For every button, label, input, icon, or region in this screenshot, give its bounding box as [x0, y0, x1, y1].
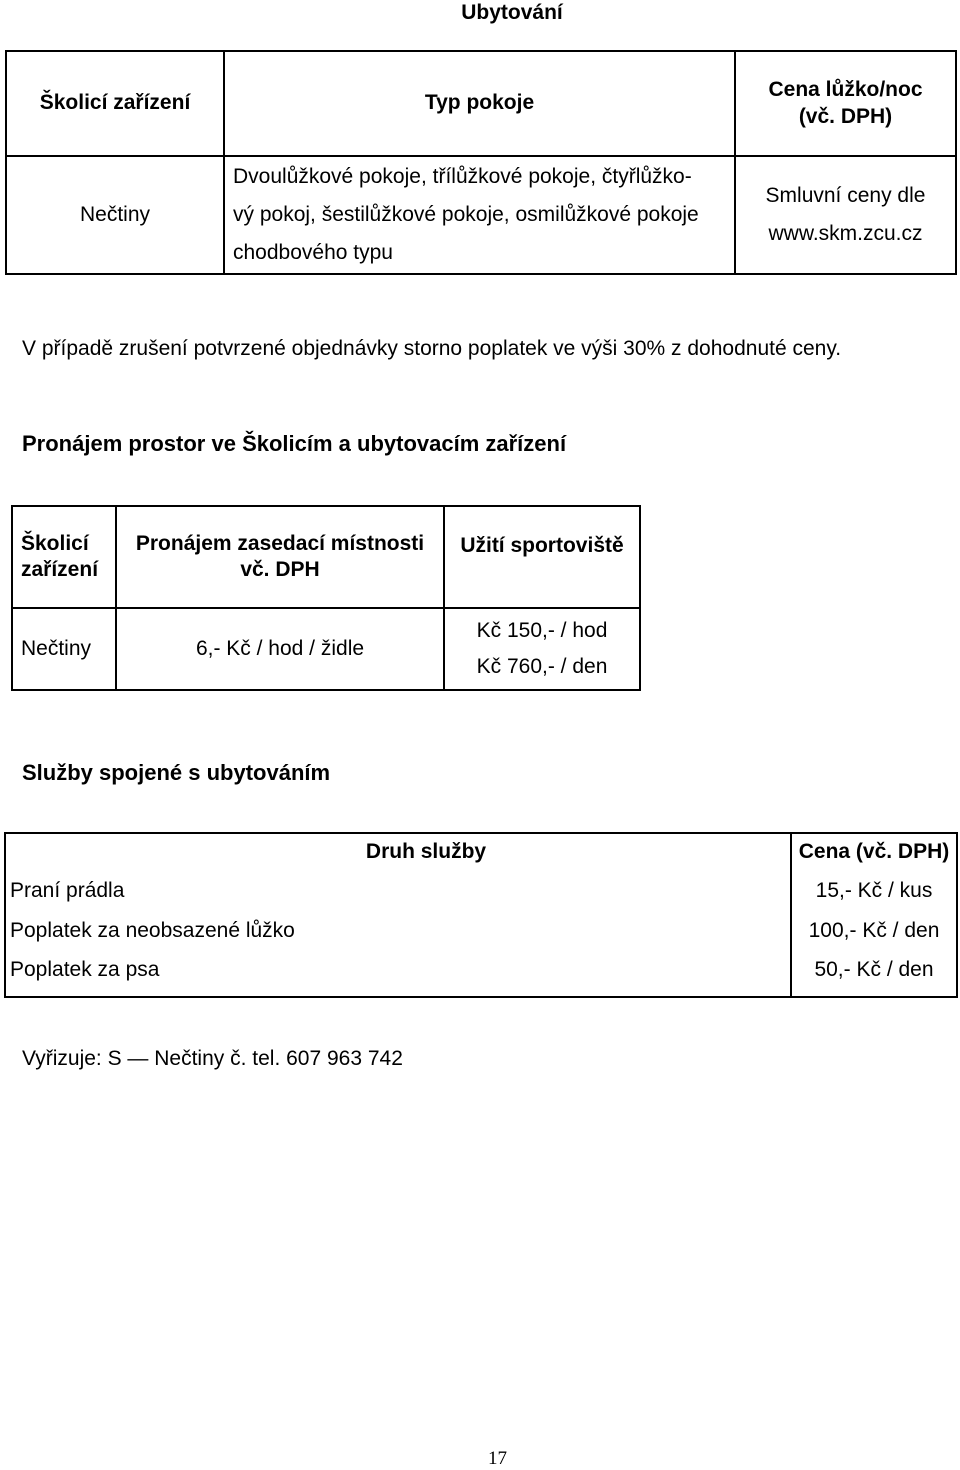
service-row-2-name: Poplatek za neobsazené lůžko	[5, 911, 791, 951]
header-facility: Školicí zařízení	[6, 51, 224, 156]
service-row-1-price: 15,- Kč / kus	[791, 871, 957, 911]
rental-row-room-price: 6,- Kč / hod / židle	[116, 608, 444, 690]
rental-header-room: Pronájem zasedací místnosti vč. DPH	[116, 506, 444, 608]
row-price: Smluvní ceny dle www.skm.zcu.cz	[735, 156, 956, 274]
page-number: 17	[488, 1448, 507, 1469]
accommodation-table	[5, 50, 957, 275]
services-header-price: Cena (vč. DPH)	[791, 833, 957, 871]
service-row-3-price: 50,- Kč / den	[791, 951, 957, 997]
service-row-2-price: 100,- Kč / den	[791, 911, 957, 951]
services-header-service: Druh služby	[5, 833, 791, 871]
services-title: Služby spojené s ubytováním	[22, 760, 331, 785]
header-price: Cena lůžko/noc (vč. DPH)	[735, 51, 956, 156]
row-facility: Nečtiny	[6, 156, 224, 274]
rental-row-sport-price: Kč 150,- / hod Kč 760,- / den	[444, 608, 640, 690]
header-room-type: Typ pokoje	[224, 51, 735, 156]
row-room-type: Dvoulůžkové pokoje, třílůžkové pokoje, čtyřlůžko- vý pokoj, šestilůžkové pokoje, osmilůžkové pokoje chodbového typu	[224, 156, 735, 274]
service-row-1-name: Praní prádla	[5, 871, 791, 911]
cancellation-note: V případě zrušení potvrzené objednávky storno poplatek ve výši 30% z dohodnuté ceny.	[22, 337, 842, 360]
rental-row-facility: Nečtiny	[12, 608, 116, 690]
accommodation-title: Ubytování	[461, 1, 563, 24]
services-table	[4, 832, 958, 998]
rental-table	[11, 505, 641, 691]
rental-header-sport: Užití sportoviště	[444, 506, 640, 608]
rental-title: Pronájem prostor ve Školicím a ubytovacím zařízení	[22, 431, 567, 456]
contact-info: Vyřizuje: S — Nečtiny č. tel. 607 963 742	[22, 1047, 403, 1070]
rental-header-facility: Školicí zařízení	[12, 506, 116, 608]
service-row-3-name: Poplatek za psa	[5, 951, 791, 997]
